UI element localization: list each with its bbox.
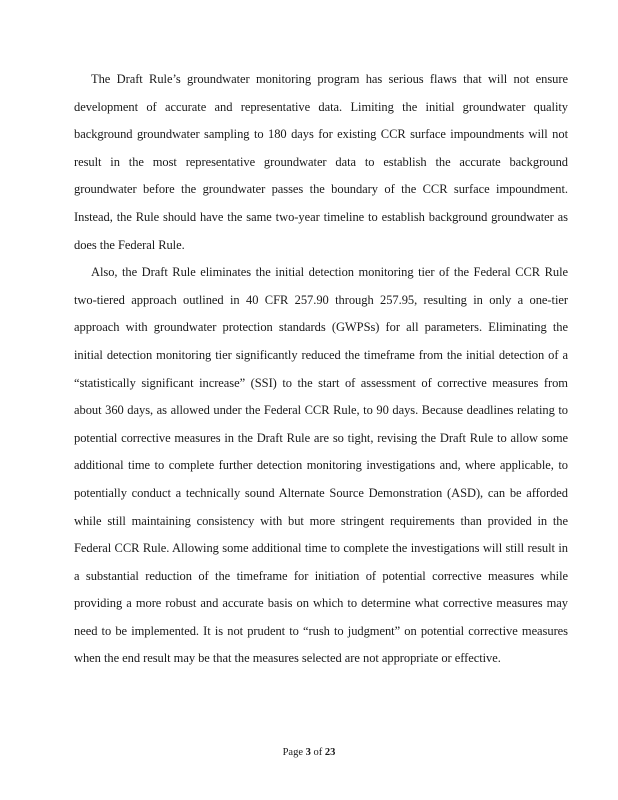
page-footer — [0, 746, 618, 760]
body-text — [74, 66, 568, 673]
page-word: Page — [282, 747, 304, 758]
total-page-count: 23 — [324, 747, 336, 758]
paragraph-background-sampling: The Draft Rule’s groundwater monitoring program has serious flaws that will not ensure development of accurate and representative data. Limiting the initial groundwater quality background groundwater sampling to 180 days for existing CCR surface impoundments will not result in the most representative groundwater data to establish the accurate background groundwater before the groundwater passes the boundary of the CCR surface impoundment. Instead, the Rule should have the same two-year timeline to establish background groundwater as does the Federal Rule. — [74, 72, 568, 252]
paragraph-detection-monitoring: Also, the Draft Rule eliminates the initial detection monitoring tier of the Federal CCR Rule two-tiered approach outlined in 40 CFR 257.90 through 257.95, resulting in only a one-tier approach with groundwater protection standards (GWPSs) for all parameters. Eliminating the initial detection monitoring tier significantly reduced the timeframe from the initial detection of a “statistically significant increase” (SSI) to the start of assessment of corrective measures from about 360 days, as allowed under the Federal CCR Rule, to 90 days. Because deadlines relating to potential corrective measures in the Draft Rule are so tight, revising the Draft Rule to allow some additional time to complete further detection monitoring investigations and, where applicable, to potentially conduct a technically sound Alternate Source Demonstration (ASD), can be afforded while still maintaining consistency with but more stringent requirements than provided in the Federal CCR Rule. Allowing some additional time to complete the investigations will still result in a substantial reduction of the timeframe for initiation of potential corrective measures while providing a more robust and accurate basis on which to determine what corrective measures may need to be implemented. It is not prudent to “rush to judgment” on potential corrective measures when the end result may be that the measures selected are not appropriate or effective. — [74, 265, 568, 666]
of-word: of — [313, 747, 323, 758]
current-page-number: 3 — [305, 747, 311, 758]
